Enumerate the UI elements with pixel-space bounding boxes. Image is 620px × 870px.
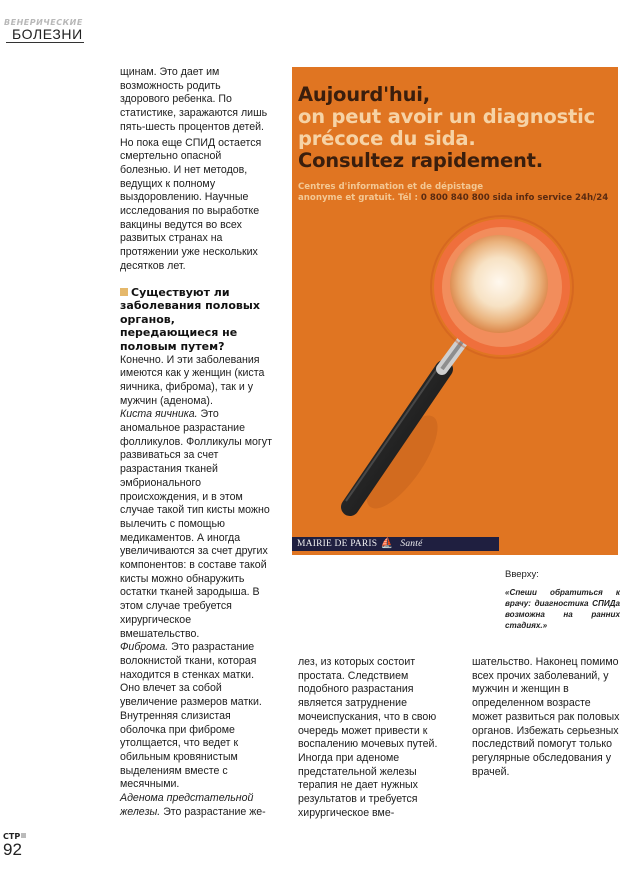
poster-line-4: Consultez rapidement.: [298, 149, 544, 172]
poster-line-1: Aujourd'hui,: [298, 83, 430, 106]
paragraph: щинам. Это дает им возможность родить здорового ребенка. По статистике, заражаются лишь пять-шесть процентов детей.: [120, 66, 268, 133]
question-heading: [120, 286, 272, 354]
fibroma-paragraph: [120, 641, 272, 792]
bullet-square-icon: [120, 288, 128, 296]
page-number-block: [0, 832, 26, 858]
poster-small-1: Centres d'information et de dépistage: [298, 182, 484, 192]
rubric-underline: [6, 42, 84, 43]
poster-tel-number: 0 800 840 800 sida info service 24h/24: [420, 193, 609, 203]
text-column-1: [120, 66, 272, 819]
adenoma-paragraph: [120, 792, 272, 819]
term-cyst: Киста яичника.: [120, 408, 198, 421]
page-marker-icon: [21, 833, 26, 838]
fibroma-description: Это разрастание волокнистой ткани, которая находится в стенках матки. Оно влечет за собой увеличение размеров матки. Внутренняя слизистая оболочка при фиброме утолщается, что ведет к обильным кровянистым выделениям вместе с месячными.: [120, 641, 262, 791]
paragraph: Но пока еще СПИД остается смертельно опасной болезнью. И нет методов, ведущих к полному выздоровлению. Научные исследования по выработке вакцины ведутся во всех развитых странах на протяжении уже нескольких десятков лет.: [120, 136, 262, 272]
poster-line-3: précoce du sida.: [298, 127, 476, 150]
section-rubric: БОЛЕЗНИ: [12, 26, 83, 42]
poster-small-2: [298, 193, 618, 204]
poster-line-2: on peut avoir un diagnostic: [298, 105, 595, 128]
text-column-2: [298, 656, 448, 820]
page-number: 92: [3, 840, 22, 859]
page-label-text: СТР: [3, 832, 21, 841]
section-kicker: ВЕНЕРИЧЕСКИЕ: [4, 18, 83, 27]
mairie-logo-icon: ⛵: [380, 538, 394, 549]
poster-footer-sante: Santé: [400, 539, 423, 549]
poster-headline: [298, 84, 618, 204]
adenoma-description: Это разрастание же-: [160, 805, 266, 818]
poster-small-anon: anonyme et gratuit.: [298, 193, 395, 203]
text-column-3: [472, 656, 620, 779]
paragraph: лез, из которых состоит простата. Следствием подобного разрастания является затруднение мочеиспускания, что в свою очередь может привести к воспалению мочевых путей. Иногда при аденоме предстательной железы терапия не дает нужных результатов и требуется хирургическое вме-: [298, 656, 438, 819]
poster-tel-label: Tél :: [394, 193, 421, 203]
aids-poster-image: [292, 67, 618, 555]
question-text: Существуют ли заболевания половых органов, передающиеся не половым путем?: [120, 285, 260, 353]
cyst-description: Это аномальное разрастание фолликулов. Фолликулы могут развиваться за счет разрастания тканей эмбрионального происхождения, и в этом случае такой тип кисты можно вылечить с помощью медикаментов. А иногда увеличиваются за счет других компонентов: в составе такой кисты можно обнаружить остатки тканей зародыша. В этом случае требуется хирургическое вмешательство.: [120, 408, 272, 640]
caption-text: «Спеши обратиться к врачу: диагностика СПИДа возможна на ранних стадиях.»: [505, 588, 620, 630]
poster-footer-org: MAIRIE DE PARIS: [297, 539, 378, 549]
paragraph: шательство. Наконец помимо всех прочих заболеваний, у мужчин и женщин в определенном возрасте может развиться рак половых органов. Избежать серьезных последствий помогут только регулярные обследования у врачей.: [472, 656, 620, 778]
cyst-paragraph: [120, 408, 272, 641]
caption-head: Вверху:: [505, 569, 539, 580]
poster-footer-bar: [292, 537, 499, 551]
image-caption: [505, 569, 620, 631]
term-adenoma: Аденома предстательной железы.: [120, 792, 254, 818]
section-header: [0, 18, 92, 43]
answer-paragraph: Конечно. И эти заболевания имеются как у женщин (киста яичника, фиброма), так и у мужчин (аденома).: [120, 353, 265, 407]
term-fibroma: Фиброма.: [120, 641, 169, 654]
